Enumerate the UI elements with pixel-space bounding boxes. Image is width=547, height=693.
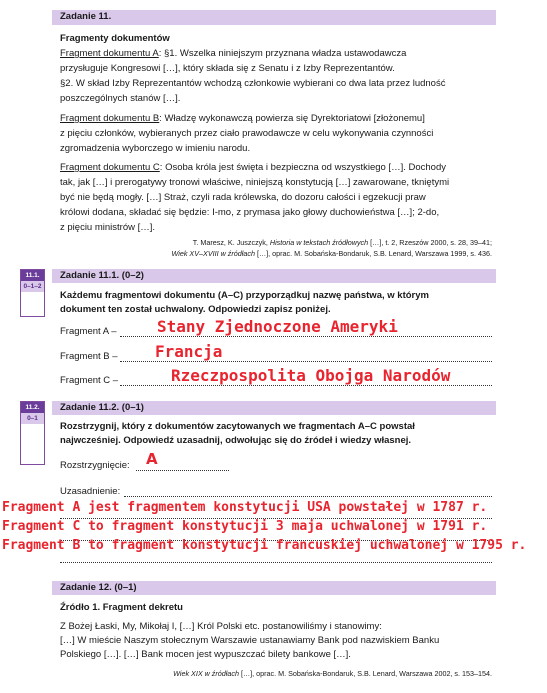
source1-italic: Historia w tekstach źródłowych [269,238,369,247]
decision-label: Rozstrzygnięcie: [60,460,130,471]
decree-line: Z Bożej Łaski, My, Mikołaj I, […] Król Polski etc. postanowiliśmy i stanowimy: [60,621,382,632]
score-box[interactable] [21,292,44,316]
answer-b-handwritten: Francja [155,342,223,361]
task12-title: Zadanie 12. (0–1) [60,582,137,593]
badge-number: 11.2. [21,402,44,413]
doc-b-line: : Władzę wykonawczą powierza się Dyrektoriatowi [złożonemu] [159,113,425,124]
task11-heading: Fragmenty dokumentów [60,33,170,44]
task11-2-score-badge [20,401,45,465]
badge-number: 11.1. [21,270,44,281]
doc-c-line: z pięciu ministrów […]. [60,222,156,233]
instruction-line: dokument ten został uchwalony. Odpowiedzi zapisz poniżej. [60,304,331,315]
fragment-b-label: Fragment B – [60,351,118,362]
source-italic: Wiek XIX w źródłach [173,669,239,678]
doc-a-label: Fragment dokumentu A [60,48,159,59]
fragment-c-label: Fragment C – [60,375,119,386]
task11-title-bar [52,10,496,25]
decision-line[interactable] [136,470,229,471]
doc-b-line: z pięciu członków, wybieranych przez ciało prawodawcze w celu wykonywania czynności [60,128,434,139]
badge-points: 0–1 [21,413,44,424]
source1-pre: T. Maresz, K. Juszczyk, [192,238,270,247]
instruction-line: Rozstrzygnij, który z dokumentów zacytowanych we fragmentach A–C powstał [60,421,415,432]
source2-post: […], oprac. M. Sobańska-Bondaruk, S.B. Lenard, Warszawa 1999, s. 436. [254,249,492,258]
task11-2-instruction [60,420,415,448]
source1-post: […], t. 2, Rzeszów 2000, s. 28, 39–41; [368,238,492,247]
decree-line: Polskiego […]. […] Bank mocen jest wypuszczać bilety bankowe […]. [60,649,351,660]
task12-title-bar [52,581,496,595]
justification-line[interactable] [60,562,492,563]
task11-title: Zadanie 11. [60,11,112,22]
source-post: […], oprac. M. Sobańska-Bondaruk, S.B. Lenard, Warszawa 2002, s. 153–154. [238,669,492,678]
answer-line-a[interactable] [120,336,492,337]
task11-1-score-badge [20,269,45,317]
justification-handwritten: Fragment B to fragment konstytucji francuskiej uchwalonej w 1795 r. [2,538,527,553]
doc-a-line: : §1. Wszelka niniejszym przyznana władza ustawodawcza [158,48,407,59]
task11-2-title: Zadanie 11.2. (0–1) [60,402,144,413]
justification-handwritten: Fragment C to fragment konstytucji 3 maja uchwalonej w 1791 r. [2,519,488,534]
badge-points: 0–1–2 [21,281,44,292]
doc-c-line: : Osoba króla jest święta i bezpieczna od wszystkiego […]. Dochody [159,162,446,173]
task11-1-instruction [60,289,429,317]
task11-1-title-bar [52,269,496,283]
doc-c-block [60,160,505,235]
answer-line-b[interactable] [120,361,492,362]
doc-b-label: Fragment dokumentu B [60,113,160,124]
doc-c-label: Fragment dokumentu C [60,162,160,173]
fragment-a-label: Fragment A – [60,326,117,337]
doc-a-line: przysługuje Kongresowi […], który składa się z Senatu i z Izby Reprezentantów. [60,63,395,74]
instruction-line: Każdemu fragmentowi dokumentu (A–C) przyporządkuj nazwę państwa, w którym [60,290,429,301]
answer-c-handwritten: Rzeczpospolita Obojga Narodów [171,366,451,385]
answer-a-handwritten: Stany Zjednoczone Ameryki [157,317,398,336]
doc-a-line: poszczególnych stanów […]. [60,93,181,104]
score-box[interactable] [21,424,44,464]
task12-source [60,669,492,678]
doc-c-line: królowi dodana, składać się będzie: I-mo, z prymasa jako głowy duchowieństwa […]; 2-do, [60,207,440,218]
answer-line-c[interactable] [120,385,492,386]
decision-handwritten: A [146,450,158,468]
task11-2-title-bar [52,401,496,415]
instruction-line: najwcześniej. Odpowiedź uzasadnij, odwołując się do źródeł i wiedzy własnej. [60,435,412,446]
doc-a-line: §2. W skład Izby Reprezentantów wchodzą członkowie wybierani co dwa lata przez ludność [60,78,446,89]
doc-c-line: tak, jak […] i prerogatywy tronowi właściwe, niniejszą konstytucją […] zawarowane, tkniętymi [60,177,450,188]
task11-1-title: Zadanie 11.1. (0–2) [60,270,144,281]
decree-line: […] W mieście Naszym stołecznym Warszawie ustanawiamy Bank pod nazwiskiem Banku [60,635,440,646]
justification-handwritten: Fragment A jest fragmentem konstytucji USA powstałej w 1787 r. [2,500,488,515]
doc-b-line: zgromadzenia wyborczego w imieniu narodu. [60,143,251,154]
task11-sources [60,237,492,259]
doc-a-block [60,46,500,106]
task12-source-text [60,620,500,662]
justification-label: Uzasadnienie: [60,486,121,497]
task12-heading: Źródło 1. Fragment dekretu [60,602,183,613]
doc-b-block [60,111,500,156]
doc-c-line: być nie będą mogły. […] Straż, czyli rada królewska, do dozoru całości i egzekucji praw [60,192,426,203]
source2-italic: Wiek XV–XVIII w źródłach [171,249,255,258]
justification-line[interactable] [124,496,492,497]
